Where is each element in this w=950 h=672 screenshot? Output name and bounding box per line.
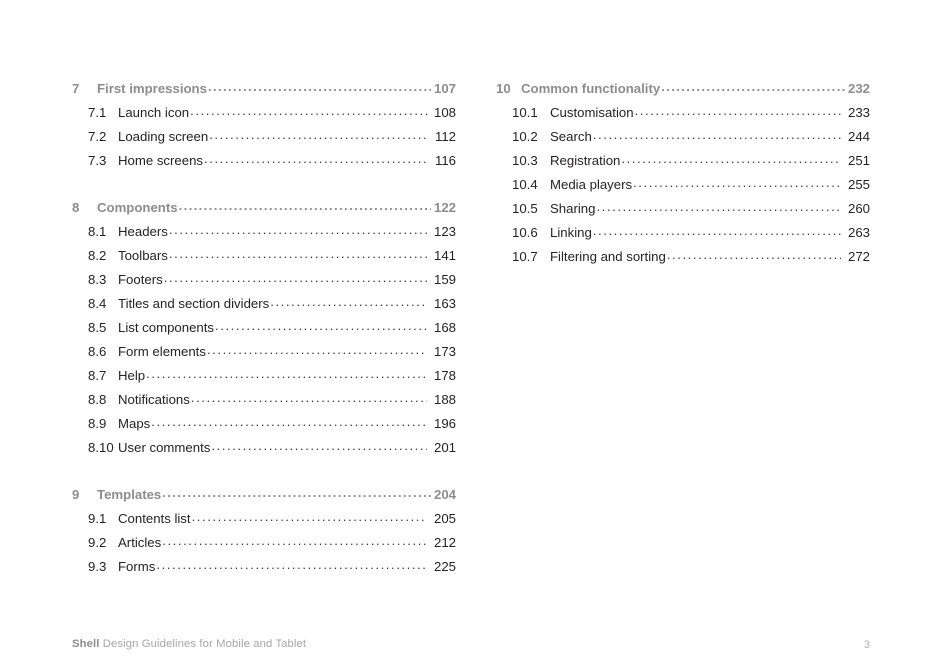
toc-section-entry[interactable]	[72, 104, 456, 128]
toc-entry-number: 10.4	[512, 177, 538, 192]
toc-entry-page-number: 251	[847, 153, 870, 168]
toc-section-entry[interactable]	[72, 247, 456, 271]
toc-entry-title: Headers	[118, 224, 168, 239]
toc-entry-title: Media players	[550, 177, 633, 192]
toc-section-entry[interactable]	[72, 343, 456, 367]
page-number: 3	[863, 639, 870, 651]
toc-entry-title: Components	[97, 200, 178, 215]
toc-dot-leader	[191, 391, 427, 404]
toc-entry-page-number: 108	[433, 105, 456, 120]
toc-section-entry[interactable]	[496, 104, 870, 128]
toc-entry-title: Launch icon	[118, 105, 190, 120]
toc-entry-title: Templates	[97, 487, 162, 502]
toc-dot-leader	[204, 152, 427, 165]
toc-entry-number: 7.2	[88, 129, 107, 144]
toc-entry-page-number: 159	[433, 272, 456, 287]
toc-entry-number: 10.1	[512, 105, 538, 120]
toc-entry-number: 7	[72, 81, 80, 96]
toc-dot-leader	[661, 80, 845, 93]
toc-entry-number: 9.3	[88, 559, 107, 574]
toc-section-entry[interactable]	[72, 271, 456, 295]
toc-dot-leader	[146, 367, 427, 380]
toc-entry-number: 8.5	[88, 320, 107, 335]
toc-chapter-spacer	[72, 176, 456, 190]
toc-dot-leader	[211, 439, 427, 452]
toc-entry-page-number: 201	[433, 440, 456, 455]
toc-dot-leader	[270, 295, 427, 308]
toc-section-entry[interactable]	[72, 152, 456, 176]
toc-entry-page-number: 141	[433, 248, 456, 263]
toc-entry-page-number: 225	[433, 559, 456, 574]
toc-entry-number: 8.3	[88, 272, 107, 287]
toc-dot-leader	[192, 510, 427, 523]
footer-brand-name: Shell	[72, 638, 100, 650]
toc-entry-number: 10.7	[512, 249, 538, 264]
toc-section-entry[interactable]	[72, 439, 456, 463]
toc-entry-title: Customisation	[550, 105, 634, 120]
toc-section-entry[interactable]	[496, 224, 870, 248]
toc-chapter-entry[interactable]	[72, 80, 456, 104]
toc-entry-title: Notifications	[118, 392, 190, 407]
toc-section-entry[interactable]	[72, 510, 456, 534]
toc-entry-page-number: 263	[847, 225, 870, 240]
toc-section-entry[interactable]	[72, 558, 456, 582]
toc-dot-leader	[156, 558, 427, 571]
toc-section-entry[interactable]	[496, 176, 870, 200]
toc-entry-number: 8	[72, 200, 80, 215]
toc-entry-title: List components	[118, 320, 215, 335]
toc-dot-leader	[162, 486, 431, 499]
toc-section-entry[interactable]	[72, 534, 456, 558]
toc-entry-number: 7.3	[88, 153, 107, 168]
toc-dot-leader	[593, 224, 841, 237]
toc-entry-number: 8.1	[88, 224, 107, 239]
toc-section-entry[interactable]	[72, 223, 456, 247]
toc-entry-page-number: 168	[433, 320, 456, 335]
toc-dot-leader	[164, 271, 427, 284]
toc-dot-leader	[190, 104, 427, 117]
toc-entry-title: Common functionality	[521, 81, 661, 96]
toc-entry-page-number: 163	[433, 296, 456, 311]
toc-entry-number: 8.8	[88, 392, 107, 407]
toc-entry-page-number: 178	[433, 368, 456, 383]
toc-entry-page-number: 260	[847, 201, 870, 216]
toc-dot-leader	[207, 343, 427, 356]
toc-dot-leader	[169, 247, 427, 260]
toc-chapter-entry[interactable]	[72, 199, 456, 223]
toc-entry-title: User comments	[118, 440, 211, 455]
toc-entry-number: 9.1	[88, 511, 107, 526]
toc-section-entry[interactable]	[496, 200, 870, 224]
toc-entry-title: Registration	[550, 153, 621, 168]
toc-entry-page-number: 123	[433, 224, 456, 239]
toc-dot-leader	[162, 534, 427, 547]
toc-entry-title: Filtering and sorting	[550, 249, 666, 264]
toc-entry-page-number: 232	[847, 81, 870, 96]
toc-entry-number: 7.1	[88, 105, 107, 120]
toc-entry-number: 8.10	[88, 440, 114, 455]
toc-entry-number: 10	[496, 81, 511, 96]
toc-dot-leader	[215, 319, 427, 332]
toc-entry-title: Contents list	[118, 511, 191, 526]
toc-entry-page-number: 116	[434, 153, 456, 168]
toc-column-right	[496, 80, 870, 272]
toc-section-entry[interactable]	[496, 248, 870, 272]
toc-chapter-entry[interactable]	[72, 486, 456, 510]
toc-section-entry[interactable]	[72, 415, 456, 439]
toc-section-entry[interactable]	[72, 128, 456, 152]
toc-entry-page-number: 272	[847, 249, 870, 264]
toc-section-entry[interactable]	[72, 367, 456, 391]
toc-entry-page-number: 212	[433, 535, 456, 550]
toc-entry-number: 9	[72, 487, 80, 502]
toc-dot-leader	[633, 176, 841, 189]
toc-entry-title: Titles and section dividers	[118, 296, 270, 311]
toc-entry-title: Sharing	[550, 201, 596, 216]
toc-dot-leader	[209, 128, 427, 141]
toc-entry-page-number: 112	[434, 129, 456, 144]
toc-entry-title: Linking	[550, 225, 592, 240]
toc-entry-number: 10.6	[512, 225, 538, 240]
toc-entry-number: 10.3	[512, 153, 538, 168]
footer-document-title	[72, 638, 306, 650]
toc-entry-page-number: 233	[847, 105, 870, 120]
toc-entry-number: 10.5	[512, 201, 538, 216]
toc-entry-title: Form elements	[118, 344, 206, 359]
toc-dot-leader	[593, 128, 841, 141]
toc-entry-title: Home screens	[118, 153, 204, 168]
toc-entry-title: Maps	[118, 416, 151, 431]
toc-dot-leader	[169, 223, 427, 236]
toc-section-entry[interactable]	[496, 152, 870, 176]
toc-dot-leader	[151, 415, 427, 428]
toc-chapter-spacer	[72, 463, 456, 477]
toc-section-entry[interactable]	[496, 128, 870, 152]
toc-entry-page-number: 205	[433, 511, 456, 526]
toc-entry-page-number: 173	[433, 344, 456, 359]
toc-entry-number: 10.2	[512, 129, 538, 144]
toc-entry-title: First impressions	[97, 81, 207, 96]
toc-entry-page-number: 244	[847, 129, 870, 144]
toc-dot-leader	[208, 80, 431, 93]
toc-entry-page-number: 122	[433, 200, 456, 215]
toc-entry-title: Loading screen	[118, 129, 209, 144]
toc-chapter-entry[interactable]	[496, 80, 870, 104]
toc-entry-number: 8.6	[88, 344, 107, 359]
toc-dot-leader	[635, 104, 841, 117]
toc-entry-page-number: 196	[433, 416, 456, 431]
toc-entry-number: 8.2	[88, 248, 107, 263]
toc-entry-number: 9.2	[88, 535, 107, 550]
toc-entry-title: Footers	[118, 272, 163, 287]
toc-entry-title: Help	[118, 368, 146, 383]
toc-entry-number: 8.7	[88, 368, 107, 383]
toc-entry-title: Forms	[118, 559, 156, 574]
toc-entry-number: 8.4	[88, 296, 107, 311]
toc-dot-leader	[621, 152, 841, 165]
toc-entry-title: Articles	[118, 535, 162, 550]
toc-entry-number: 8.9	[88, 416, 107, 431]
toc-entry-page-number: 204	[433, 487, 456, 502]
toc-section-entry[interactable]	[72, 295, 456, 319]
toc-entry-page-number: 188	[433, 392, 456, 407]
toc-column-left	[72, 80, 456, 582]
toc-dot-leader	[179, 199, 431, 212]
table-of-contents	[0, 80, 950, 582]
toc-entry-title: Search	[550, 129, 592, 144]
toc-section-entry[interactable]	[72, 391, 456, 415]
footer-subtitle: Design Guidelines for Mobile and Tablet	[99, 638, 307, 650]
toc-entry-title: Toolbars	[118, 248, 168, 263]
toc-dot-leader	[596, 200, 841, 213]
toc-entry-page-number: 107	[433, 81, 456, 96]
page-footer	[0, 622, 950, 672]
toc-dot-leader	[667, 248, 841, 261]
toc-section-entry[interactable]	[72, 319, 456, 343]
toc-entry-page-number: 255	[847, 177, 870, 192]
